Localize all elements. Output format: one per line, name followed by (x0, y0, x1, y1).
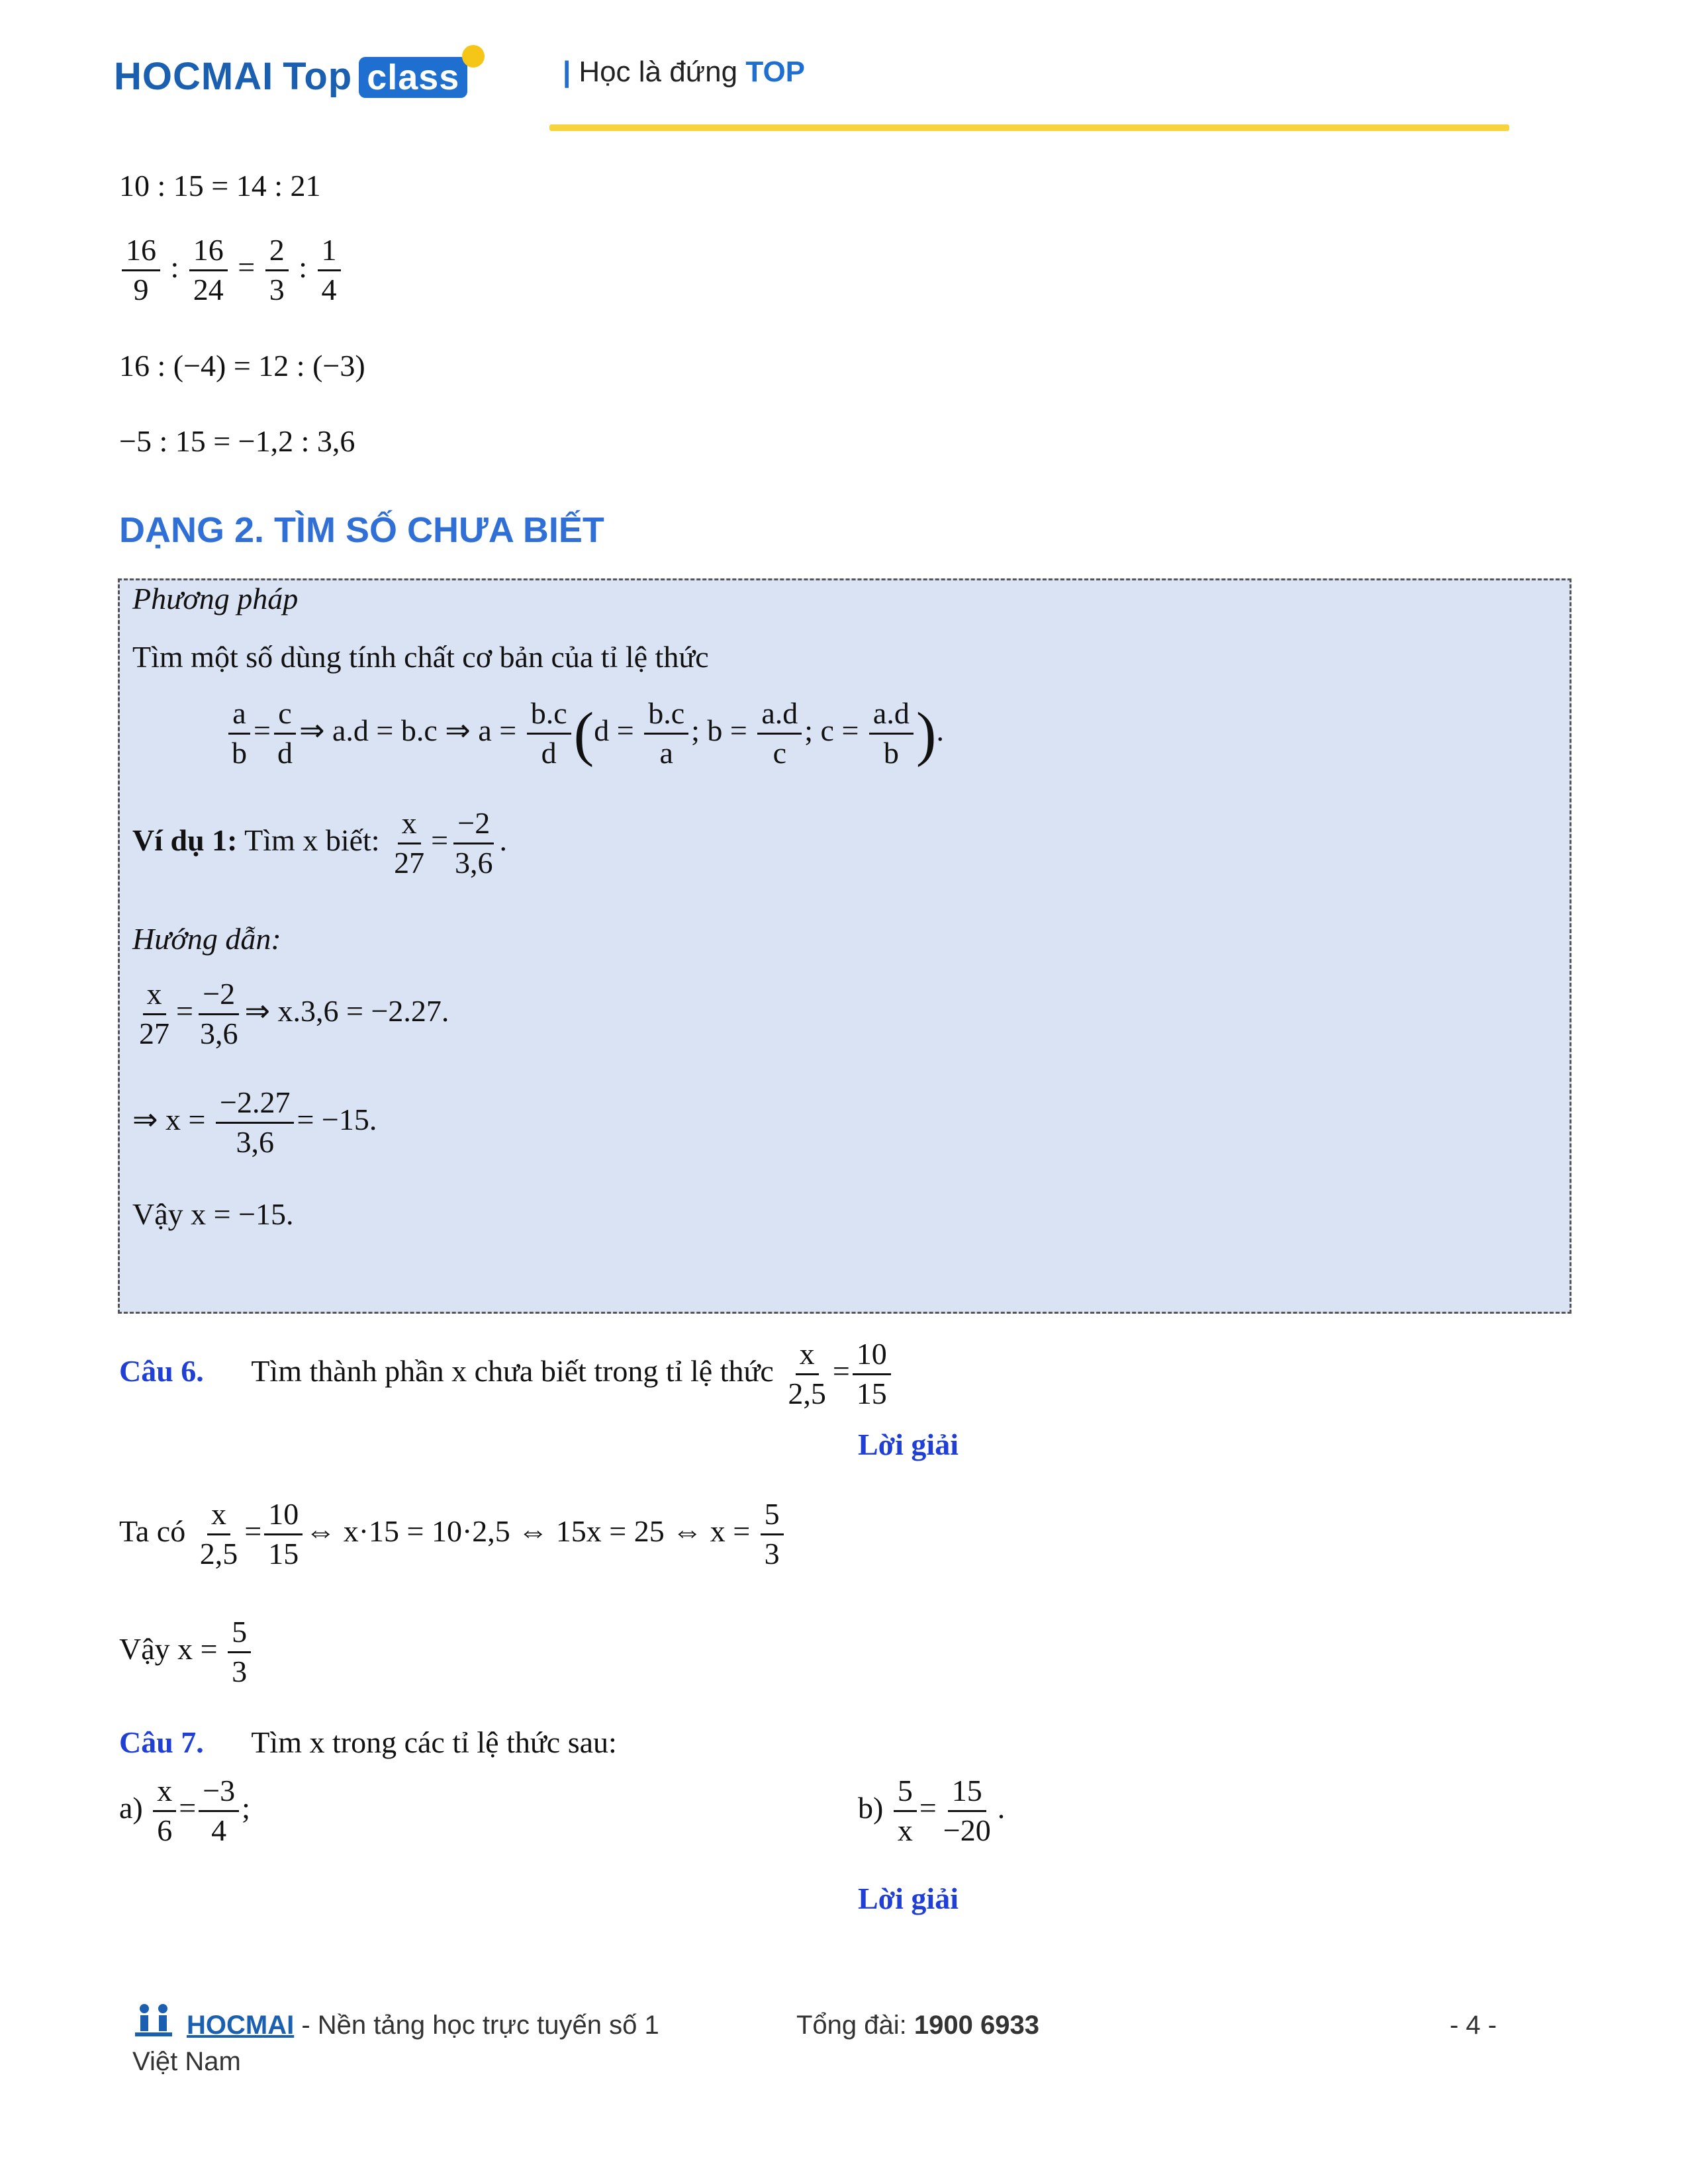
header-slogan: | Học là đứng TOP (563, 56, 806, 88)
hocmai-topclass-logo (114, 54, 467, 99)
logo-hocmai-text: HOCMAI (114, 55, 274, 98)
logo-top-text: Top (283, 55, 353, 98)
guide-step-1: $\frac{x}{27}$ = $\frac{-2}{3,6}$ ⇒ x.3,6 = −2.27. (139, 977, 449, 1050)
proportion-line-1: 10 : 15 = 14 : 21 (119, 169, 321, 203)
question-7: Câu 7. Tìm x trong các tỉ lệ thức sau: (119, 1725, 617, 1759)
method-formula: $\frac{a}{b}$ = $\frac{c}{d}$ ⇒ a.d = b.c ⇒ a = $\frac{b.c}{d}$ (d = $\frac{b.c}{a}$ ; b = $\frac{a.d}{c}$ ; c = $\frac{a.d}{b}$ ). (225, 696, 944, 771)
example-1: Ví dụ 1: Tìm x biết: $\frac{x}{27}$ = $\frac{-2}{3,6}$ . (132, 806, 508, 880)
proportion-line-2: $\frac{16}{9}$ : $\frac{16}{24}$ = $\frac{2}{3}$ : $\frac{1}{4}$ (119, 233, 344, 308)
guide-conclusion: Vậy x = −15. (132, 1197, 294, 1231)
q7-part-a: a) $\frac{x}{6}$ = $\frac{-3}{4}$ ; (119, 1774, 250, 1847)
header-rule (549, 124, 1509, 131)
method-text: Tìm một số dùng tính chất cơ bản của tỉ lệ thức (132, 640, 709, 674)
footer-hotline: Tổng đài: 1900 6933 (796, 2011, 1039, 2040)
logo-star-icon (462, 45, 485, 68)
logo-class-badge: class (359, 57, 467, 98)
page-number: - 4 - (1450, 2011, 1497, 2040)
guide-step-2: ⇒ x = $\frac{-2.27}{3,6}$ = −15. (132, 1085, 377, 1159)
question-6: Câu 6. Tìm thành phần x chưa biết trong tỉ lệ thức $\frac{x}{2,5}$ = $\frac{10}{15}$ (119, 1337, 894, 1412)
method-box (118, 578, 1571, 1314)
proportion-line-4: −5 : 15 = −1,2 : 3,6 (119, 424, 355, 458)
section-title: DẠNG 2. TÌM SỐ CHƯA BIẾT (119, 510, 604, 550)
method-heading: Phương pháp (132, 582, 299, 615)
q6-conclusion: Vậy x = $\frac{5}{3}$ (119, 1615, 254, 1690)
proportion-line-3: 16 : (−4) = 12 : (−3) (119, 349, 365, 383)
q7-part-b: b) $\frac{5}{x}$ = $\frac{15}{-20}$ . (858, 1774, 1006, 1847)
q6-solution-label: Lời giải (858, 1428, 959, 1461)
guide-label: Hướng dẫn: (132, 922, 281, 956)
footer-brand-link[interactable]: HOCMAI (187, 2011, 295, 2040)
q6-solution: Ta có $\frac{x}{2,5}$ = $\frac{10}{15}$ ⇔ x·15 = 10·2,5 ⇔ 15x = 25 ⇔ x = $\frac{5}{3}$ (119, 1497, 786, 1572)
footer-tagline: HOCMAI - Nền tảng học trực tuyến số 1 (187, 2011, 659, 2040)
footer-tagline-2: Việt Nam (132, 2047, 241, 2076)
q7-solution-label: Lời giải (858, 1882, 959, 1915)
hocmai-footer-icon (132, 2002, 175, 2038)
